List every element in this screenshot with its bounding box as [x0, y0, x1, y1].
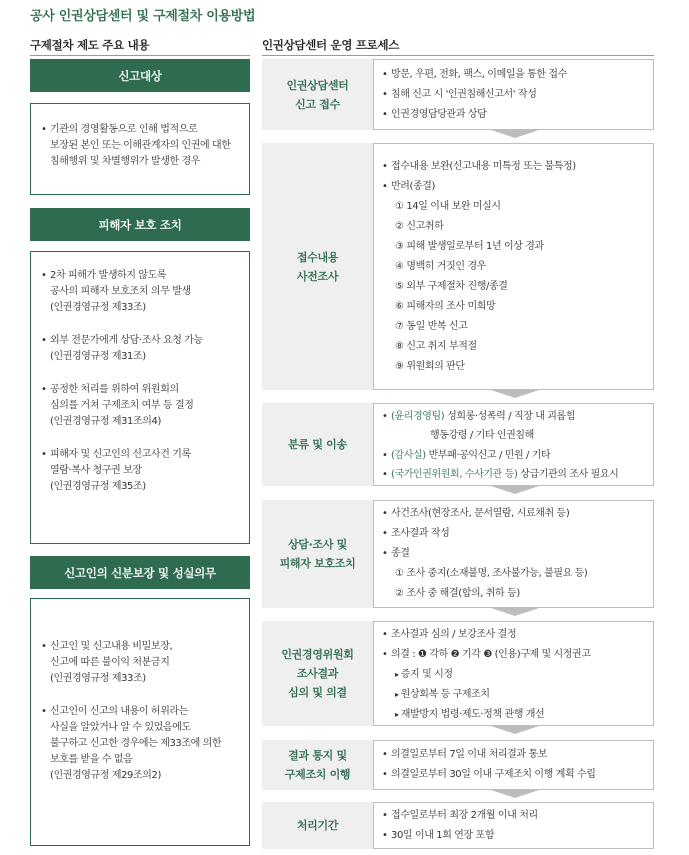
item-line: • 신고인이 신고의 내용이 허위라는 — [50, 706, 188, 717]
section-box-reporter-protection — [30, 598, 250, 846]
step-label-result-notice — [262, 740, 373, 790]
step-arrow — [491, 130, 539, 138]
step-bullet: • 접수일로부터 최장 2개월 이내 처리 — [382, 806, 645, 826]
item-line: 침해행위 및 차별행위가 발생한 경우 — [50, 156, 201, 167]
step-bullet-text: 반부패·공익신고 / 민원 / 기타 — [425, 450, 551, 461]
step-label-line: 결과 통지 및 — [288, 749, 347, 762]
step-arrow — [491, 486, 539, 494]
step-box-classification — [373, 403, 654, 486]
item-line: 보장된 본인 또는 이해관계자의 인권에 대한 — [50, 140, 231, 151]
step-bullet — [382, 465, 645, 484]
step-label-line: 분류 및 이송 — [288, 438, 347, 451]
numbered-item: ④ 명백히 거짓인 경우 — [395, 261, 486, 272]
section-box-victim-protection — [30, 251, 250, 544]
item-line: 불구하고 신고한 경우에는 제33조에 의한 — [50, 738, 222, 749]
step-bullet: • 인권경영담당관과 상담 — [382, 105, 645, 125]
list-item — [41, 639, 241, 687]
item-line: (인권경영규정 제31조) — [50, 351, 146, 362]
step-label-report-intake — [262, 59, 373, 130]
step-box-report-intake — [373, 59, 654, 130]
step-arrow — [491, 726, 539, 734]
step-label-line: 인권경영위원회 — [281, 648, 354, 661]
step-label-classification — [262, 403, 373, 486]
list-item — [41, 122, 241, 170]
item-line: • 외부 전문가에게 상담·조사 요청 가능 — [50, 335, 203, 346]
numbered-item: ⑥ 피해자의 조사 미희망 — [395, 301, 496, 312]
dept-highlight: (윤리경영팀) — [391, 411, 445, 422]
numbered-item: ⑨ 위원회의 판단 — [395, 361, 465, 372]
step-bullet: • 반려(종결) — [382, 177, 645, 197]
list-item — [41, 268, 241, 316]
numbered-item: ① 14일 이내 보완 미실시 — [395, 201, 501, 212]
left-column-rule — [30, 55, 250, 56]
section-title-report-target: 신고대상 — [30, 59, 250, 92]
numbered-item: ② 조사 중 해결(합의, 취하 등) — [395, 588, 520, 599]
item-line: (인권경영규정 제35조) — [50, 481, 146, 492]
step-label-line: 상담·조사 및 — [287, 538, 348, 551]
numbered-item: ② 신고취하 — [395, 221, 444, 232]
step-box-committee — [373, 621, 654, 726]
step-bullet-text: 성희롱·성폭력 / 직장 내 괴롭힘 — [444, 411, 576, 422]
step-label-line: 조사결과 — [296, 667, 339, 680]
numbered-item: ⑤ 외부 구제절차 진행/종결 — [395, 281, 508, 292]
step-bullet: • 조사결과 작성 — [382, 524, 645, 544]
item-line: • 기관의 경영활동으로 인해 법적으로 — [50, 124, 198, 135]
step-label-processing-period — [262, 802, 373, 849]
item-line: 신고에 따른 불이익 처분금지 — [50, 657, 170, 668]
step-bullet: • 방문, 우편, 전화, 팩스, 이메일을 통한 접수 — [382, 65, 645, 85]
step-box-investigation — [373, 500, 654, 608]
numbered-item: ⑦ 동일 반복 신고 — [395, 321, 468, 332]
numbered-item: ⑧ 신고 취지 부적절 — [395, 341, 477, 352]
step-bullet: • 종결 — [382, 544, 645, 564]
step-bullet-continuation: 행동강령 / 기타 인권침해 — [430, 430, 534, 441]
numbered-item: ③ 피해 발생일로부터 1년 이상 경과 — [395, 241, 544, 252]
step-label-line: 신고 접수 — [295, 97, 340, 111]
step-label-line: 접수내용 — [296, 250, 339, 264]
step-box-result-notice — [373, 740, 654, 790]
section-title-reporter-protection: 신고인의 신분보장 및 성실의무 — [30, 556, 250, 589]
step-arrow — [491, 608, 539, 616]
page-title: 공사 인권상담센터 및 구제절차 이용방법 — [30, 9, 256, 24]
step-bullet: • 침해 신고 시 '인권침해신고서' 작성 — [382, 85, 645, 105]
step-label-pre-investigation — [262, 143, 373, 390]
step-bullet — [382, 446, 645, 465]
step-bullet: • 의결일로부터 7일 이내 처리결과 통보 — [382, 745, 645, 765]
sub-item: ▸ 재발방지 법령·제도·정책 관행 개선 — [382, 705, 645, 725]
item-line: (인권경영규정 제31조의4) — [50, 416, 162, 427]
step-label-committee — [262, 621, 373, 726]
list-item — [41, 704, 241, 784]
list-item — [41, 333, 241, 365]
item-line: • 신고인 및 신고내용 비밀보장, — [50, 641, 173, 652]
step-bullet: • 접수내용 보완(신고내용 미특정 또는 불특정) — [382, 157, 645, 177]
step-bullet: • 의결일로부터 30일 이내 구제조치 이행 계획 수립 — [382, 765, 645, 785]
step-arrow — [491, 390, 539, 398]
item-line: (인권경영규정 제33조) — [50, 302, 146, 313]
step-bullet: • 의결 : ❶ 각하 ❷ 기각 ❸ (인용)구제 및 시정권고 — [382, 645, 645, 665]
item-line: 공사의 피해자 보호조치 의무 발생 — [50, 286, 191, 297]
step-box-processing-period — [373, 802, 654, 849]
step-bullet: • 조사결과 심의 / 보강조사 결정 — [382, 625, 645, 645]
step-bullet-text: 상급기관의 조사 필요시 — [517, 469, 619, 480]
step-label-line: 인권상담센터 — [286, 78, 349, 92]
step-box-pre-investigation — [373, 143, 654, 390]
list-item — [41, 447, 241, 495]
left-column-heading: 구제절차 제도 주요 내용 — [30, 38, 150, 52]
step-label-line: 사전조사 — [296, 269, 339, 283]
step-bullet: • 사건조사(현장조사, 문서열람, 시료채취 등) — [382, 504, 645, 524]
dept-highlight: (감사실) — [391, 450, 426, 461]
item-line: 사실을 알았거나 알 수 있었음에도 — [50, 722, 191, 733]
step-bullet: • 30일 이내 1회 연장 포함 — [382, 826, 645, 846]
step-label-line: 심의 및 의결 — [288, 686, 347, 699]
section-box-report-target — [30, 103, 250, 195]
item-line: • 2차 피해가 발생하지 않도록 — [50, 270, 167, 281]
step-label-line: 처리기간 — [296, 819, 339, 832]
item-line: 열람·복사 청구권 보장 — [50, 465, 142, 476]
sub-item: ▸ 원상회복 등 구제조치 — [382, 685, 645, 705]
sub-item: ▸ 증지 및 시정 — [382, 665, 645, 685]
item-line: (인권경영규정 제29조의2) — [50, 770, 162, 781]
list-item — [41, 382, 241, 430]
item-line: • 공정한 처리를 위하여 위원회의 — [50, 384, 179, 395]
dept-highlight: (국가인권위원회, 수사기관 등) — [391, 469, 518, 480]
item-line: 보호를 받을 수 없음 — [50, 754, 133, 765]
step-arrow — [491, 790, 539, 798]
item-line: 심의를 거쳐 구제조치 여부 등 결정 — [50, 400, 194, 411]
step-label-investigation — [262, 500, 373, 608]
item-line: • 피해자 및 신고인의 신고사건 기록 — [50, 449, 191, 460]
right-column-heading: 인권상담센터 운영 프로세스 — [262, 38, 400, 52]
step-label-line: 피해자 보호조치 — [279, 557, 356, 570]
section-title-victim-protection: 피해자 보호 조치 — [30, 208, 250, 241]
item-line: (인권경영규정 제33조) — [50, 673, 146, 684]
step-label-line: 구제조치 이행 — [284, 768, 351, 781]
right-column-rule — [262, 55, 654, 56]
numbered-item: ① 조사 중지(소재불명, 조사불가능, 불필요 등) — [395, 568, 588, 579]
step-bullet — [382, 407, 645, 426]
